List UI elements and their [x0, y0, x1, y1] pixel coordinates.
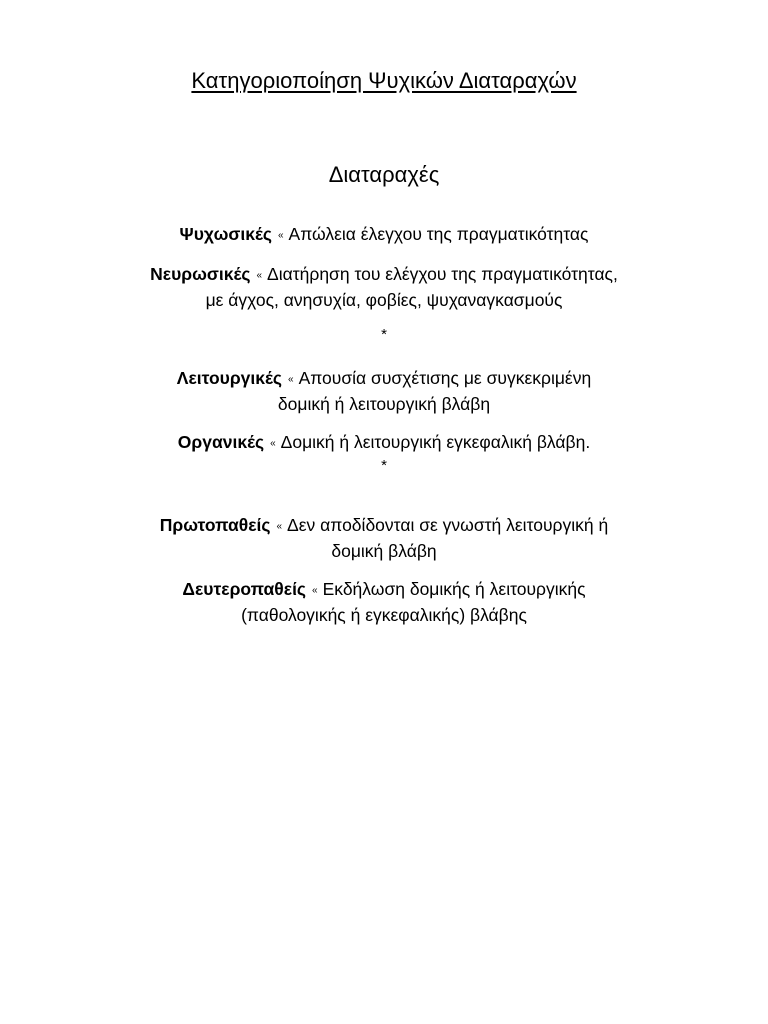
- entry-term: Λειτουργικές: [176, 368, 282, 388]
- entry-term: Οργανικές: [177, 432, 265, 452]
- entry-description: Εκδήλωση δομικής ή λειτουργικής: [322, 579, 586, 599]
- arrow-icon: «: [312, 585, 318, 596]
- entry-description: Διατήρηση του ελέγχου της πραγματικότητας,: [267, 264, 618, 284]
- section-heading: Διαταραχές: [328, 162, 440, 187]
- arrow-icon: «: [270, 438, 276, 449]
- entry-description-continued: με άγχος, ανησυχία, φοβίες, ψυχαναγκασμούς: [205, 290, 563, 310]
- entry-secondary: [0, 577, 768, 628]
- entry-description-continued: δομική ή λειτουργική βλάβη: [277, 394, 491, 414]
- entry-functional: [0, 366, 768, 417]
- entry-description-continued: δομική βλάβη: [331, 541, 437, 561]
- entry-term: Ψυχωσικές: [179, 224, 272, 244]
- separator-asterisk: *: [381, 326, 387, 343]
- entry-organic: [0, 430, 768, 456]
- entry-psychotic: [0, 222, 768, 248]
- arrow-icon: «: [288, 374, 294, 385]
- entry-primary: [0, 513, 768, 564]
- entry-description: Δεν αποδίδονται σε γνωστή λειτουργική ή: [287, 515, 609, 535]
- entry-description: Δομική ή λειτουργική εγκεφαλική βλάβη.: [280, 432, 591, 452]
- document-title: Κατηγοριοποίηση Ψυχικών Διαταραχών: [191, 68, 577, 93]
- arrow-icon: «: [277, 230, 284, 241]
- arrow-icon: «: [256, 270, 263, 281]
- entry-description-continued: (παθολογικής ή εγκεφαλικής) βλάβης: [241, 605, 527, 625]
- entry-term: Δευτεροπαθείς: [182, 579, 307, 599]
- entry-term: Πρωτοπαθείς: [159, 515, 271, 535]
- entry-term: Νευρωσικές: [150, 264, 251, 284]
- entry-neurotic: [0, 262, 768, 313]
- entry-description: Απώλεια έλεγχου της πραγματικότητας: [288, 224, 589, 244]
- entry-description: Απουσία συσχέτισης με συγκεκριμένη: [298, 368, 592, 388]
- arrow-icon: «: [276, 521, 283, 532]
- separator-asterisk: *: [381, 457, 387, 474]
